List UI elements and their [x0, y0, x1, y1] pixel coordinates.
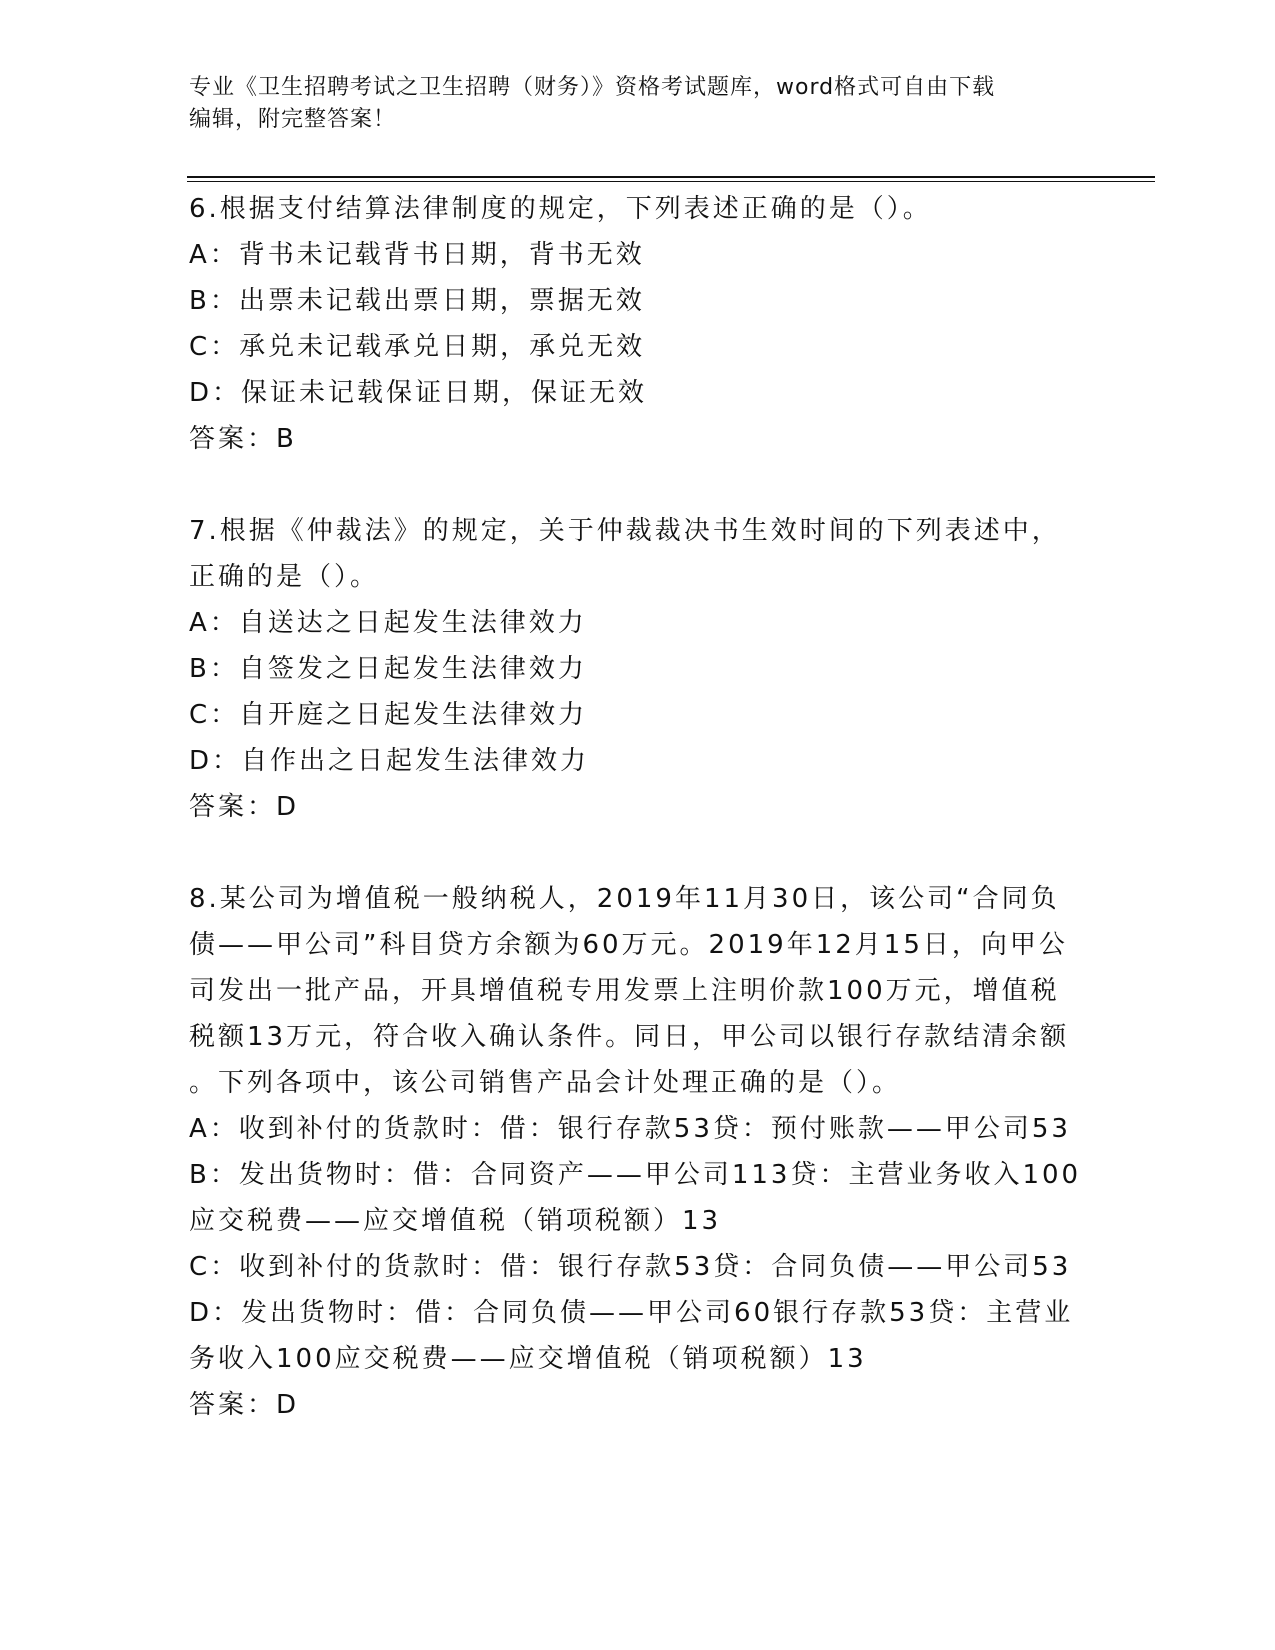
question-stem-line: 正确的是（）。	[189, 562, 380, 592]
question-stem-line: 7.根据《仲裁法》的规定，关于仲裁裁决书生效时间的下列表述中，	[189, 516, 1061, 546]
option-line: 应交税费——应交增值税（销项税额）13	[189, 1206, 722, 1236]
option-line: 务收入100应交税费——应交增值税（销项税额）13	[189, 1344, 867, 1374]
header-divider-thick	[187, 176, 1155, 178]
option-line: D：保证未记载保证日期，保证无效	[189, 378, 648, 408]
question-stem-line: 税额13万元，符合收入确认条件。同日，甲公司以银行存款结清余额	[189, 1022, 1070, 1052]
question-stem-line: 司发出一批产品，开具增值税专用发票上注明价款100万元，增值税	[189, 976, 1060, 1006]
option-line: B：出票未记载出票日期，票据无效	[189, 286, 645, 316]
header-line-2: 编辑，附完整答案！	[189, 107, 397, 132]
option-line: B：自签发之日起发生法律效力	[189, 654, 587, 684]
question-block	[189, 508, 1089, 830]
answer-label: 答案：	[189, 1390, 277, 1420]
question-stem-line: 债——甲公司”科目贷方余额为60万元。2019年12月15日，向甲公	[189, 930, 1068, 960]
question-block	[189, 186, 1089, 462]
answer-line	[189, 784, 1089, 830]
question-block	[189, 876, 1089, 1428]
document-header	[189, 72, 1079, 136]
answer-value: B	[276, 424, 296, 454]
option-line: D：发出货物时：借：合同负债——甲公司60银行存款53贷：主营业	[189, 1298, 1074, 1328]
answer-label: 答案：	[189, 424, 277, 454]
option-line: A：自送达之日起发生法律效力	[189, 608, 587, 638]
option-line: A：收到补付的货款时：借：银行存款53贷：预付账款——甲公司53	[189, 1114, 1071, 1144]
answer-line	[189, 1382, 1089, 1428]
option-line: C：自开庭之日起发生法律效力	[189, 700, 588, 730]
answer-line	[189, 416, 1089, 462]
answer-value: D	[276, 1390, 299, 1420]
answer-label: 答案：	[189, 792, 277, 822]
answer-value: D	[276, 792, 299, 822]
option-line: C：承兑未记载承兑日期，承兑无效	[189, 332, 646, 362]
question-stem-line: 8.某公司为增值税一般纳税人，2019年11月30日，该公司“合同负	[189, 884, 1060, 914]
option-line: D：自作出之日起发生法律效力	[189, 746, 590, 776]
option-line: A：背书未记载背书日期，背书无效	[189, 240, 645, 270]
question-stem-line: 6.根据支付结算法律制度的规定，下列表述正确的是（）。	[189, 194, 932, 224]
question-list	[189, 186, 1089, 1474]
option-line: C：收到补付的货款时：借：银行存款53贷：合同负债——甲公司53	[189, 1252, 1072, 1282]
header-divider-thin	[187, 181, 1155, 182]
header-line-1: 专业《卫生招聘考试之卫生招聘（财务）》资格考试题库，word格式可自由下载	[189, 75, 996, 100]
option-line: B：发出货物时：借：合同资产——甲公司113贷：主营业务收入100	[189, 1160, 1082, 1190]
question-stem-line: 。下列各项中，该公司销售产品会计处理正确的是（）。	[189, 1068, 902, 1098]
